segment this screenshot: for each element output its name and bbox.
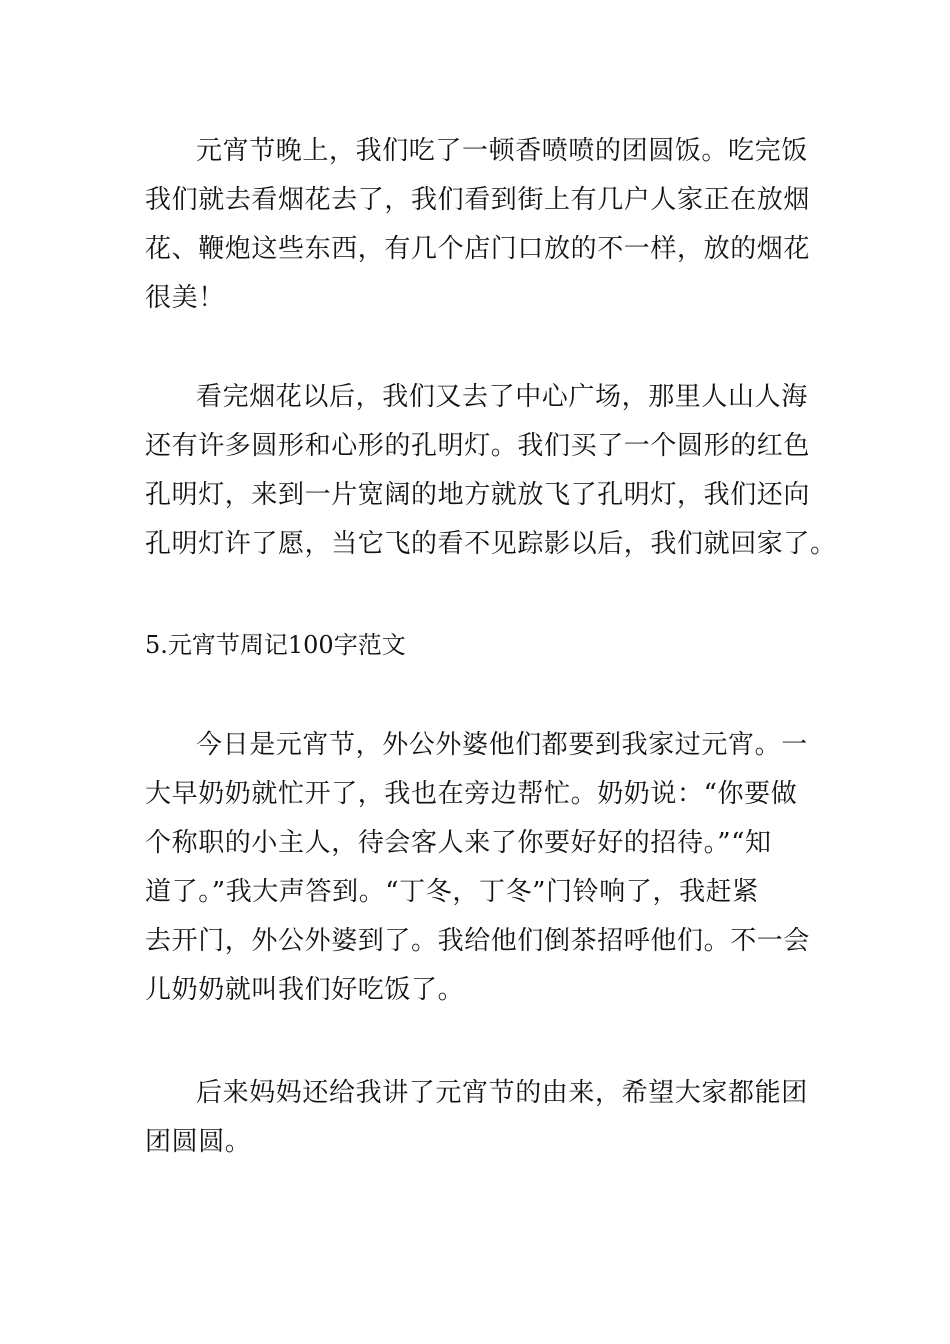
paragraph-line: 花、鞭炮这些东西，有几个店门口放的不一样，放的烟花	[145, 234, 811, 264]
paragraph-line: 很美！	[145, 283, 225, 313]
paragraph-line: 我们就去看烟花去了，我们看到街上有几户人家正在放烟	[145, 185, 811, 215]
paragraph-line: 孔明灯许了愿，当它飞的看不见踪影以后，我们就回家了。	[145, 529, 837, 559]
paragraph-line: 孔明灯，来到一片宽阔的地方就放飞了孔明灯，我们还向	[145, 480, 811, 510]
paragraph-line: 去开门，外公外婆到了。我给他们倒茶招呼他们。不一会	[145, 926, 811, 956]
paragraph-line: 道了。”我大声答到。“丁冬，丁冬”门铃响了，我赶紧	[145, 877, 759, 907]
paragraph-line: 团圆圆。	[145, 1127, 252, 1157]
paragraph-line: 看完烟花以后，我们又去了中心广场，那里人山人海	[196, 382, 808, 412]
section-heading: 5.元宵节周记100字范文	[145, 631, 406, 659]
paragraph-line: 今日是元宵节，外公外婆他们都要到我家过元宵。一	[196, 730, 808, 760]
paragraph-line: 儿奶奶就叫我们好吃饭了。	[145, 975, 465, 1005]
paragraph-line: 元宵节晚上，我们吃了一顿香喷喷的团圆饭。吃完饭	[196, 136, 808, 166]
paragraph-line: 个称职的小主人，待会客人来了你要好好的招待。”“知	[145, 828, 772, 858]
paragraph-line: 还有许多圆形和心形的孔明灯。我们买了一个圆形的红色	[145, 431, 811, 461]
paragraph-line: 后来妈妈还给我讲了元宵节的由来，希望大家都能团	[196, 1078, 808, 1108]
paragraph-line: 大早奶奶就忙开了，我也在旁边帮忙。奶奶说：“你要做	[145, 779, 798, 809]
